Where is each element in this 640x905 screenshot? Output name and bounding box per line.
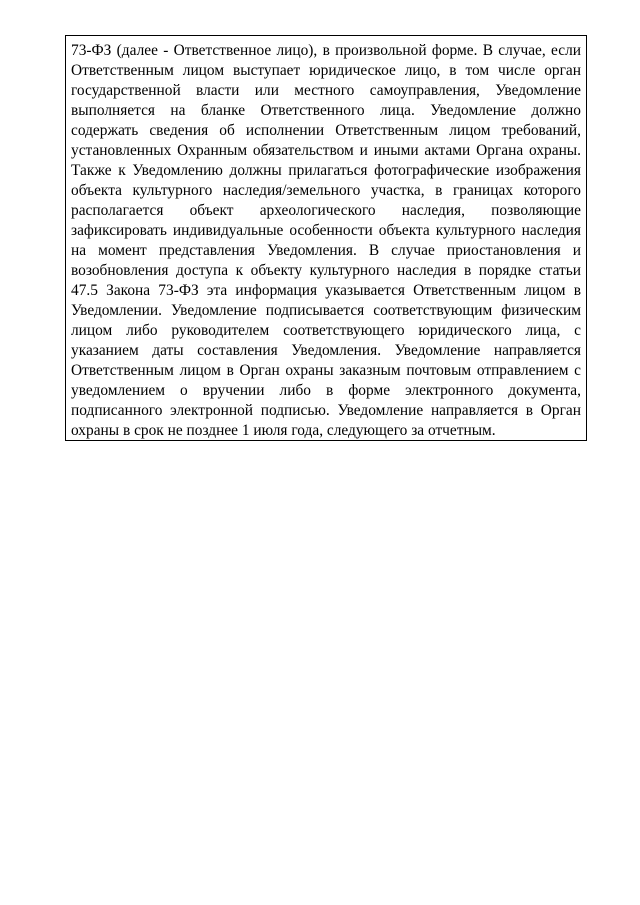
body-paragraph: 73-ФЗ (далее - Ответственное лицо), в произвольной форме. В случае, если Ответственным лицом выступает юридическое лицо, в том числе орган государственной власти или местного самоуправления, Уведомление выполняется на бланке Ответственного лица. Уведомление должно содержать сведения об исполнении Ответственным лицом требований, установленных Охранным обязательством и иными актами Органа охраны. Также к Уведомлению должны прилагаться фотографические изображения объекта культурного наследия/земельного участка, в границах которого располагается объект археологического наследия, позволяющие зафиксировать индивидуальные особенности объекта культурного наследия на момент представления Уведомления. В случае приостановления и возобновления доступа к объекту культурного наследия в порядке статьи 47.5 Закона 73-ФЗ эта информация указывается Ответственным лицом в Уведомлении. Уведомление подписывается соответствующим физическим лицом либо руководителем соответствующего юридического лица, с указанием даты составления Уведомления. Уведомление направляется Ответственным лицом в Орган охраны заказным почтовым отправлением с уведомлением о вручении либо в форме электронного документа, подписанного электронной подписью. Уведомление направляется в Орган охраны в срок не позднее 1 июля года, следующего за отчетным. bbox=[71, 42, 581, 439]
bordered-text-box bbox=[65, 35, 587, 441]
